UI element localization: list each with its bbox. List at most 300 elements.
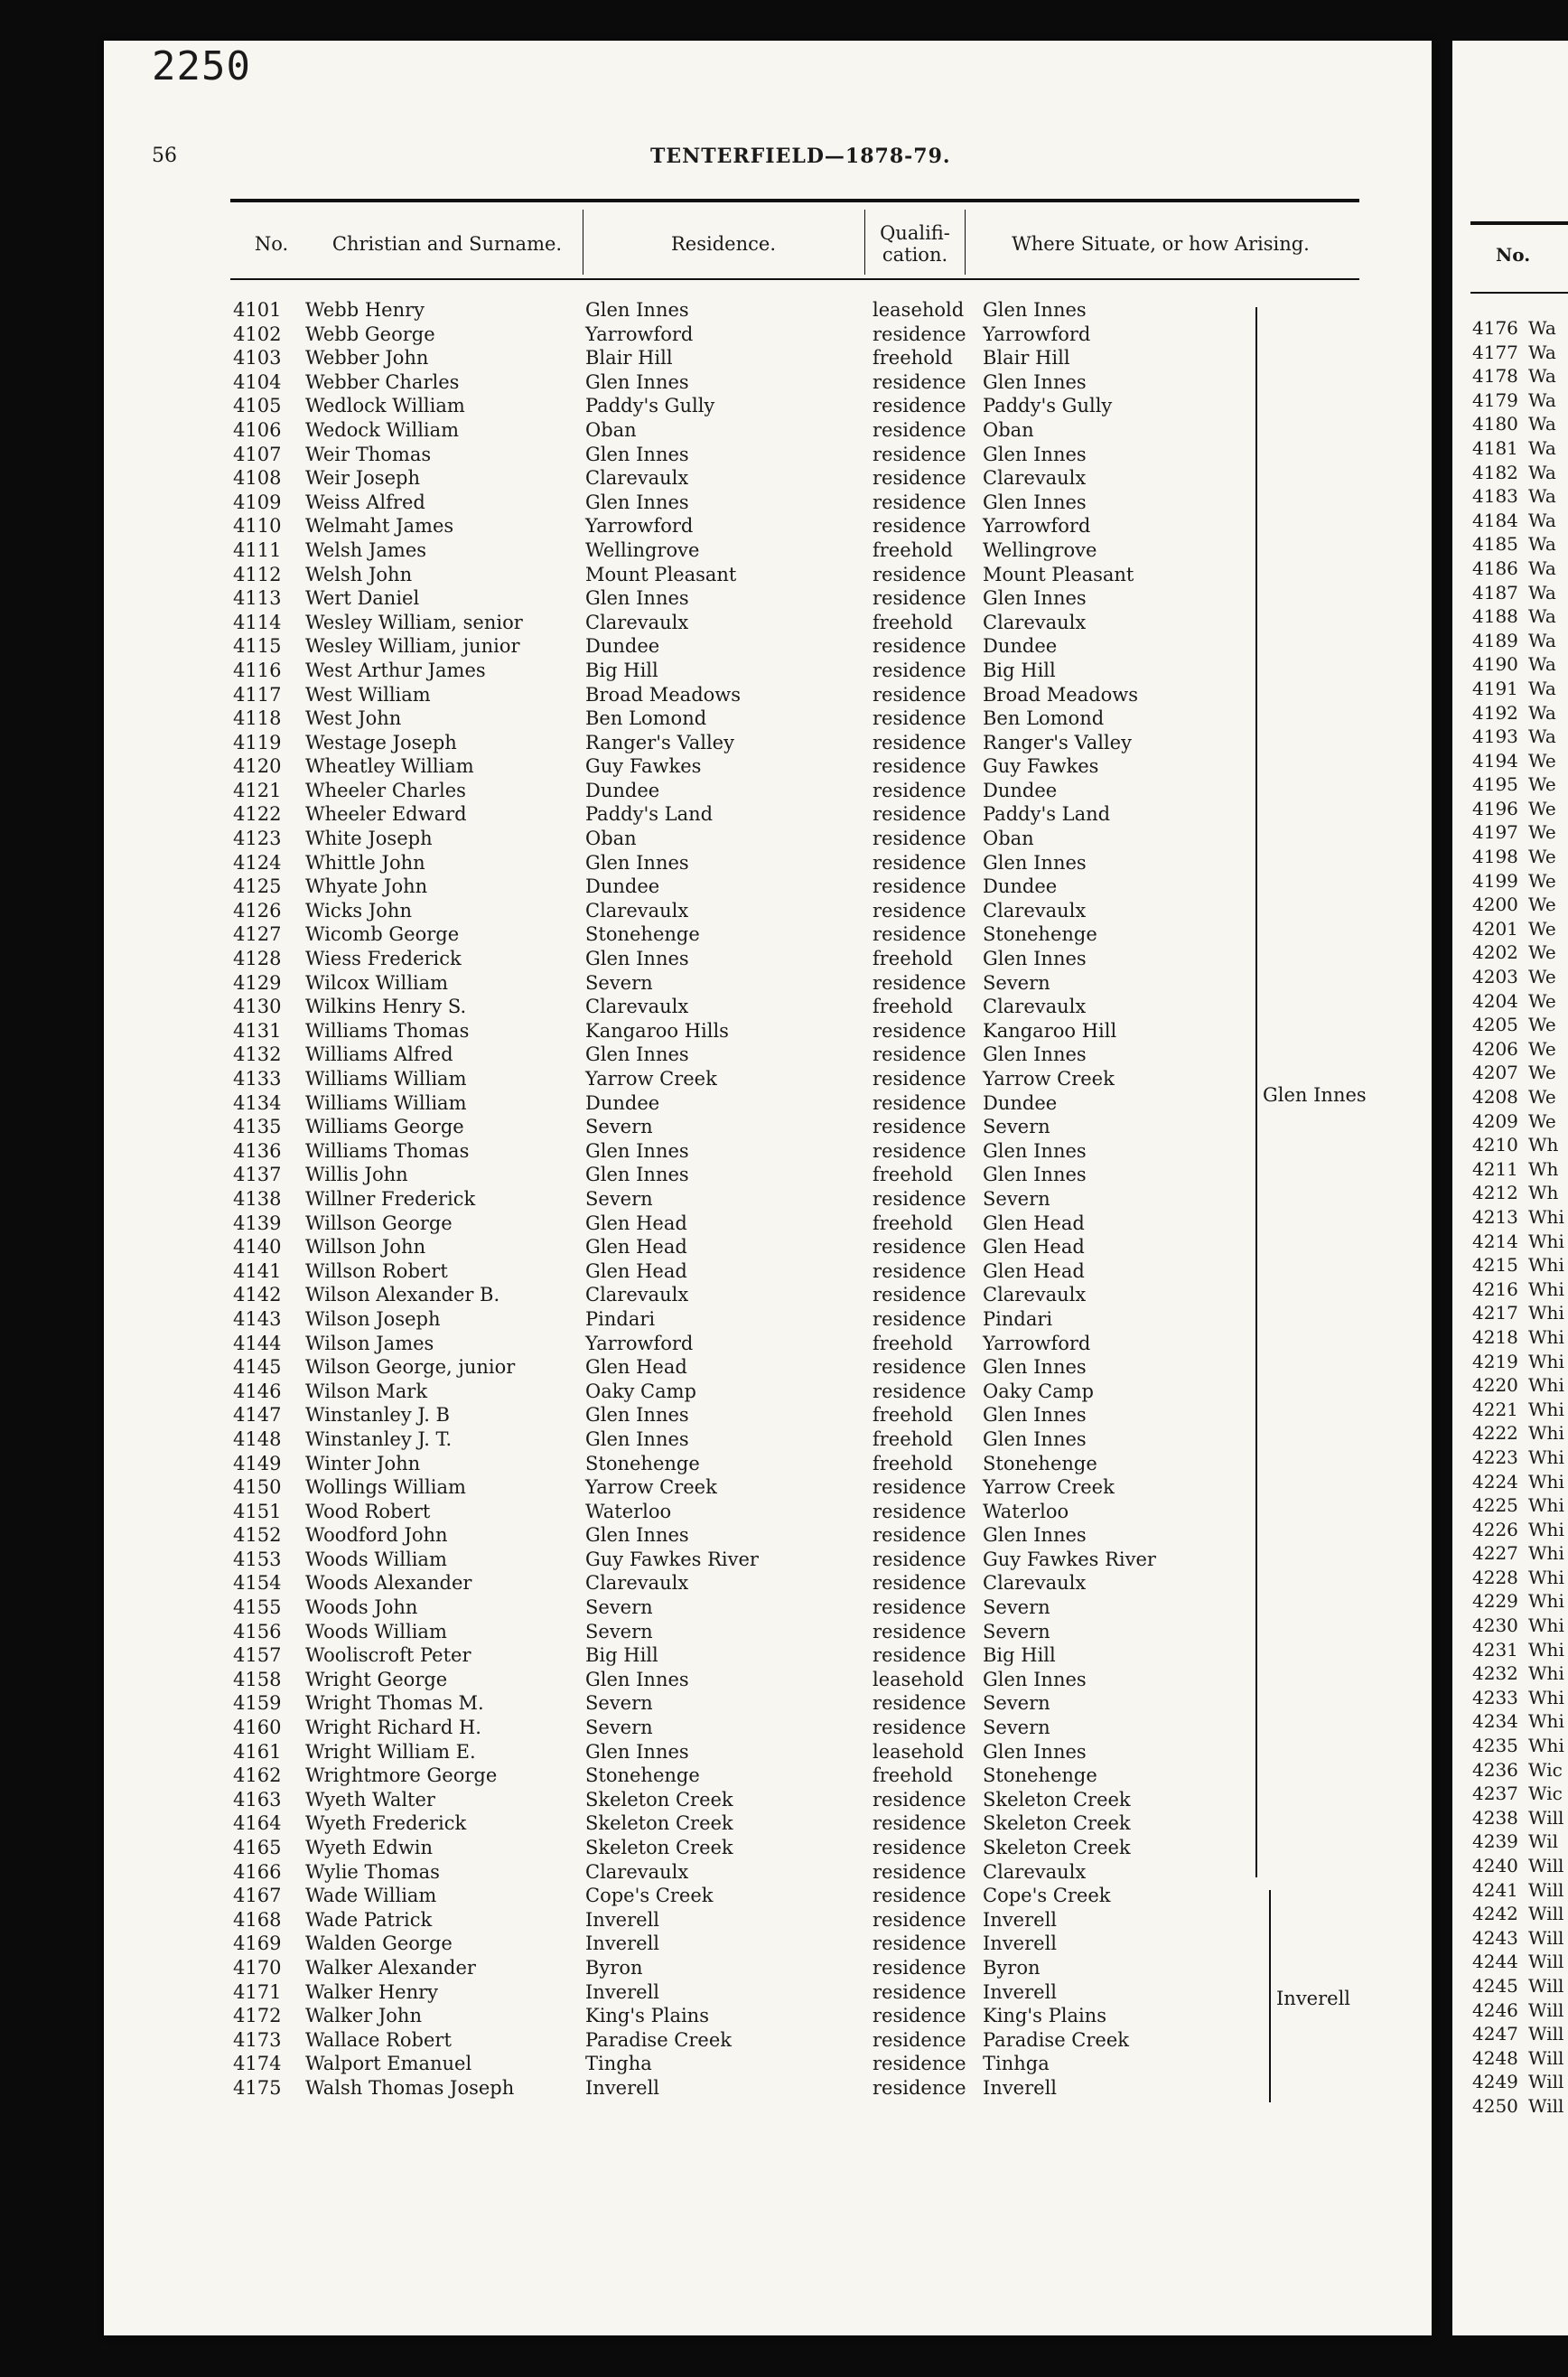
facing-entry-number: 4178: [1472, 365, 1518, 388]
entry-number: 4117: [233, 683, 282, 706]
entry-residence: Glen Innes: [585, 1043, 689, 1066]
entry-number: 4120: [233, 755, 282, 778]
entry-residence: Big Hill: [585, 659, 658, 681]
facing-entry-name: Wh: [1528, 1182, 1559, 1204]
facing-row: [1472, 1806, 1564, 1830]
facing-row: [1472, 1686, 1564, 1710]
entry-number: 4161: [233, 1740, 282, 1763]
entry-number: 4154: [233, 1572, 282, 1595]
entry-where: Stonehenge: [983, 1452, 1097, 1474]
entry-number: 4123: [233, 828, 282, 850]
entry-name: Wedlock William: [305, 395, 465, 417]
entry-number: 4135: [233, 1116, 282, 1138]
facing-entry-number: 4247: [1472, 2023, 1518, 2045]
facing-entry-name: Whi: [1528, 1614, 1564, 1637]
table-row: [233, 731, 1299, 755]
facing-entry-name: We: [1528, 773, 1556, 796]
entry-residence: Glen Innes: [585, 1164, 689, 1186]
entry-name: Welsh James: [305, 538, 427, 561]
entry-number: 4160: [233, 1717, 282, 1739]
table-row: [233, 1283, 1299, 1307]
facing-row: [1472, 412, 1564, 436]
facing-entry-name: We: [1528, 1062, 1556, 1084]
facing-entry-name: Wa: [1528, 365, 1556, 388]
facing-entry-name: Wa: [1528, 485, 1556, 508]
entry-name: Wilson Alexander B.: [305, 1284, 500, 1306]
entry-residence: Glen Innes: [585, 587, 689, 610]
entry-name: Wyeth Frederick: [305, 1812, 467, 1835]
entry-where: Inverell: [983, 1932, 1058, 1955]
entry-name: Weir Thomas: [305, 443, 432, 465]
entry-number: 4170: [233, 1956, 282, 1979]
entry-qualification: freehold: [873, 538, 953, 561]
facing-entry-name: Whi: [1528, 1686, 1564, 1708]
facing-row: [1472, 1157, 1564, 1182]
entry-number: 4125: [233, 875, 282, 898]
entry-qualification: residence: [873, 1091, 966, 1114]
entry-name: Winstanley J. B: [305, 1404, 450, 1427]
facing-entry-name: We: [1528, 797, 1556, 819]
entry-qualification: residence: [873, 515, 966, 538]
entry-where: Glen Head: [983, 1259, 1085, 1282]
facing-row: [1472, 1253, 1564, 1277]
entry-number: 4102: [233, 323, 282, 345]
facing-entry-name: Will: [1528, 1974, 1564, 1997]
entry-residence: Glen Head: [585, 1212, 687, 1234]
entry-name: Willson George: [305, 1212, 453, 1234]
entry-residence: Inverell: [585, 1908, 660, 1931]
entry-residence: Dundee: [585, 875, 660, 898]
facing-entry-number: 4207: [1472, 1062, 1518, 1084]
table-row: [233, 1571, 1299, 1596]
entry-residence: Mount Pleasant: [585, 563, 737, 585]
entry-where: Big Hill: [983, 1644, 1056, 1667]
entry-where: Skeleton Creek: [983, 1812, 1131, 1835]
entry-name: Williams William: [305, 1068, 467, 1090]
entry-number: 4139: [233, 1212, 282, 1234]
table-row: [233, 2076, 1299, 2101]
table-row: [233, 1380, 1299, 1404]
entry-number: 4165: [233, 1837, 282, 1858]
entry-qualification: residence: [873, 1187, 966, 1210]
entry-where: Inverell: [983, 1908, 1058, 1931]
entry-residence: Cope's Creek: [585, 1885, 714, 1907]
entry-name: Wollings William: [305, 1476, 466, 1499]
facing-row: [1472, 364, 1564, 388]
entry-number: 4112: [233, 563, 282, 585]
facing-row: [1472, 1325, 1564, 1350]
entry-qualification: freehold: [873, 1212, 953, 1234]
entry-number: 4149: [233, 1452, 282, 1474]
facing-row: [1472, 1493, 1564, 1518]
entry-where: Yarrow Creek: [983, 1476, 1115, 1499]
entry-where: King's Plains: [983, 2005, 1106, 2027]
facing-entry-name: We: [1528, 941, 1556, 964]
entry-number: 4151: [233, 1500, 282, 1522]
entry-where: Paddy's Land: [983, 803, 1111, 826]
facing-entry-number: 4190: [1472, 653, 1518, 676]
facing-entry-number: 4225: [1472, 1494, 1518, 1517]
entry-where: Guy Fawkes River: [983, 1548, 1156, 1570]
facing-row: [1472, 2022, 1564, 2046]
entry-residence: Dundee: [585, 1091, 660, 1114]
entry-where: Glen Innes: [983, 299, 1087, 321]
entry-residence: Severn: [585, 1692, 653, 1715]
entry-name: Woods William: [305, 1548, 447, 1570]
entry-where: Glen Innes: [983, 1043, 1087, 1066]
entry-qualification: residence: [873, 1068, 966, 1090]
facing-entry-number: 4218: [1472, 1325, 1518, 1348]
facing-entry-number: 4176: [1472, 317, 1518, 339]
facing-entry-name: Will: [1528, 2094, 1564, 2117]
entry-residence: Glen Head: [585, 1259, 687, 1282]
facing-row: [1472, 749, 1564, 773]
facing-entry-number: 4244: [1472, 1951, 1518, 1973]
facing-row: [1472, 1350, 1564, 1374]
entry-where: Glen Innes: [983, 1164, 1087, 1186]
facing-entry-name: Will: [1528, 1926, 1564, 1949]
entry-qualification: residence: [873, 1019, 966, 1042]
facing-entry-name: Wa: [1528, 341, 1556, 363]
entry-number: 4158: [233, 1668, 282, 1690]
entry-residence: Glen Innes: [585, 1740, 689, 1763]
facing-entry-name: Will: [1528, 1878, 1564, 1901]
facing-entry-name: Whi: [1528, 1302, 1564, 1324]
table-row: [233, 1860, 1299, 1885]
entry-name: Walport Emanuel: [305, 2053, 472, 2075]
entry-residence: Paradise Creek: [585, 2028, 732, 2051]
facing-entry-number: 4184: [1472, 509, 1518, 531]
facing-entry-name: We: [1528, 1037, 1556, 1060]
table-row: [233, 1139, 1299, 1164]
facing-entry-number: 4243: [1472, 1926, 1518, 1949]
entry-name: Walker Alexander: [305, 1956, 476, 1979]
entry-number: 4101: [233, 299, 282, 321]
facing-row: [1472, 1470, 1564, 1494]
entry-where: Dundee: [983, 635, 1058, 658]
facing-row: [1472, 1446, 1564, 1470]
facing-entry-name: Wa: [1528, 461, 1556, 483]
entry-name: Wiess Frederick: [305, 948, 462, 970]
entry-qualification: residence: [873, 923, 966, 946]
entry-residence: Severn: [585, 1620, 653, 1642]
facing-row: [1472, 1133, 1564, 1157]
entry-name: Wallace Robert: [305, 2028, 452, 2051]
brace-glen-innes: [1246, 307, 1257, 1877]
entry-name: Wedock William: [305, 418, 460, 441]
facing-row: [1472, 341, 1564, 365]
facing-entry-name: Wa: [1528, 653, 1556, 676]
table-row: [233, 1596, 1299, 1620]
entry-residence: Glen Innes: [585, 1404, 689, 1427]
entry-name: Wyeth Walter: [305, 1788, 435, 1811]
facing-row: [1472, 1902, 1564, 1926]
table-row: [233, 1691, 1299, 1716]
entry-residence: Clarevaulx: [585, 1860, 689, 1883]
facing-entry-name: Will: [1528, 1903, 1564, 1925]
entry-residence: Guy Fawkes: [585, 755, 702, 778]
entry-where: Glen Innes: [983, 1668, 1087, 1690]
table-row: [233, 875, 1299, 899]
entry-name: Wheeler Edward: [305, 803, 467, 826]
facing-entry-number: 4213: [1472, 1205, 1518, 1228]
entry-where: Glen Innes: [983, 1740, 1087, 1763]
entry-name: Walsh Thomas Joseph: [305, 2076, 515, 2099]
entry-where: Yarrowford: [983, 1332, 1091, 1354]
entry-qualification: residence: [873, 1692, 966, 1715]
facing-row: [1472, 581, 1564, 605]
facing-entry-name: Whi: [1528, 1494, 1564, 1517]
facing-entry-number: 4222: [1472, 1422, 1518, 1445]
table-row: [233, 947, 1299, 971]
facing-entry-name: We: [1528, 989, 1556, 1012]
entry-residence: Dundee: [585, 635, 660, 658]
entry-name: Williams Alfred: [305, 1043, 453, 1066]
entry-residence: Big Hill: [585, 1644, 658, 1667]
entry-name: Wicks John: [305, 899, 412, 922]
table-row: [233, 298, 1299, 323]
table-row: [233, 1548, 1299, 1572]
facing-entry-number: 4249: [1472, 2071, 1518, 2093]
facing-row: [1472, 820, 1564, 845]
entry-residence: Glen Innes: [585, 851, 689, 874]
facing-row: [1472, 1061, 1564, 1085]
entry-qualification: residence: [873, 418, 966, 441]
table-row: [233, 754, 1299, 779]
facing-row: [1472, 1638, 1564, 1662]
entry-residence: Glen Innes: [585, 491, 689, 513]
entry-residence: Severn: [585, 971, 653, 994]
facing-entry-name: Whi: [1528, 1374, 1564, 1397]
entry-number: 4132: [233, 1043, 282, 1066]
facing-entry-number: 4201: [1472, 917, 1518, 940]
facing-entry-name: Wil: [1528, 1830, 1558, 1853]
table-row: [233, 1187, 1299, 1212]
entry-residence: Skeleton Creek: [585, 1837, 733, 1858]
facing-row: [1472, 1782, 1564, 1806]
entry-name: Wilson George, junior: [305, 1356, 516, 1379]
header-name: Christian and Surname.: [331, 232, 563, 255]
entry-number: 4141: [233, 1259, 282, 1282]
entry-number: 4138: [233, 1187, 282, 1210]
facing-entry-number: 4233: [1472, 1686, 1518, 1708]
facing-entry-number: 4182: [1472, 461, 1518, 483]
table-row: [233, 707, 1299, 731]
table-row: [233, 1716, 1299, 1740]
facing-row: [1472, 532, 1564, 557]
entry-qualification: residence: [873, 1644, 966, 1667]
entry-number: 4163: [233, 1788, 282, 1811]
entry-name: Woods Alexander: [305, 1572, 472, 1595]
entry-qualification: leasehold: [873, 1668, 965, 1690]
entry-number: 4129: [233, 971, 282, 994]
entry-where: Mount Pleasant: [983, 563, 1134, 585]
entry-name: Wicomb George: [305, 923, 460, 946]
table-row: [233, 1500, 1299, 1524]
entry-qualification: freehold: [873, 347, 953, 370]
facing-entry-number: 4219: [1472, 1350, 1518, 1372]
entry-qualification: residence: [873, 1908, 966, 1931]
entry-where: Glen Innes: [983, 948, 1087, 970]
entry-where: Byron: [983, 1956, 1041, 1979]
facing-entry-number: 4242: [1472, 1903, 1518, 1925]
entry-number: 4137: [233, 1164, 282, 1186]
entry-number: 4111: [233, 538, 282, 561]
entry-name: Wylie Thomas: [305, 1860, 440, 1883]
facing-entry-number: 4211: [1472, 1157, 1518, 1180]
table-row: [233, 611, 1299, 635]
facing-row: [1472, 1398, 1564, 1422]
facing-entry-number: 4183: [1472, 485, 1518, 508]
facing-entry-name: We: [1528, 1109, 1556, 1132]
facing-row: [1472, 1998, 1564, 2023]
table-row: [233, 346, 1299, 370]
entry-number: 4144: [233, 1332, 282, 1354]
entry-name: Willis John: [305, 1164, 408, 1186]
entry-residence: Yarrow Creek: [585, 1068, 717, 1090]
facing-entry-name: We: [1528, 894, 1556, 916]
entry-number: 4121: [233, 779, 282, 801]
entry-name: Wade William: [305, 1885, 437, 1907]
facing-entry-number: 4224: [1472, 1470, 1518, 1493]
column-separator: [965, 210, 966, 275]
entry-name: Wrightmore George: [305, 1764, 498, 1787]
facing-row: [1472, 1974, 1564, 1998]
facing-entry-name: Will: [1528, 2023, 1564, 2045]
entry-name: Webber John: [305, 347, 429, 370]
facing-entry-name: Whi: [1528, 1254, 1564, 1277]
entry-number: 4164: [233, 1812, 282, 1835]
facing-entry-name: Whi: [1528, 1590, 1564, 1613]
facing-row: [1472, 1037, 1564, 1062]
entry-name: Wright William E.: [305, 1740, 476, 1763]
entry-where: Glen Innes: [983, 587, 1087, 610]
entry-number: 4124: [233, 851, 282, 874]
table-row: [233, 1307, 1299, 1332]
entry-name: Wilkins Henry S.: [305, 996, 467, 1018]
entry-number: 4133: [233, 1068, 282, 1090]
facing-page: [1452, 41, 1568, 2335]
entry-where: Glen Head: [983, 1236, 1085, 1259]
facing-entry-number: 4239: [1472, 1830, 1518, 1853]
facing-entry-name: Will: [1528, 1998, 1564, 2021]
entry-number: 4175: [233, 2076, 282, 2099]
facing-row: [1472, 436, 1564, 461]
facing-entry-name: Wa: [1528, 725, 1556, 748]
entry-number: 4171: [233, 1980, 282, 2003]
table-row: [233, 1355, 1299, 1380]
facing-entry-number: 4181: [1472, 436, 1518, 459]
entry-residence: Clarevaulx: [585, 1572, 689, 1595]
entry-qualification: residence: [873, 1356, 966, 1379]
facing-entry-name: Whi: [1528, 1398, 1564, 1420]
entry-qualification: residence: [873, 443, 966, 465]
entry-where: Clarevaulx: [983, 1860, 1087, 1883]
entry-name: Wheeler Charles: [305, 779, 466, 801]
entry-number: 4134: [233, 1091, 282, 1114]
facing-entry-number: 4198: [1472, 846, 1518, 868]
entry-where: Big Hill: [983, 659, 1056, 681]
facing-entry-name: Whi: [1528, 1470, 1564, 1493]
facing-entry-number: 4186: [1472, 557, 1518, 579]
facing-row: [1472, 1830, 1564, 1854]
entry-where: Inverell: [983, 2076, 1058, 2099]
facing-entry-number: 4250: [1472, 2094, 1518, 2117]
entry-name: Winstanley J. T.: [305, 1427, 453, 1450]
facing-entry-name: Whi: [1528, 1518, 1564, 1540]
facing-entry-number: 4221: [1472, 1398, 1518, 1420]
entry-name: Walker John: [305, 2005, 422, 2027]
entry-name: Weir Joseph: [305, 467, 420, 490]
entry-name: Woodford John: [305, 1524, 448, 1547]
facing-entry-number: 4209: [1472, 1109, 1518, 1132]
header-no: No.: [254, 232, 289, 255]
entry-residence: Broad Meadows: [585, 683, 742, 706]
entry-where: Yarrowford: [983, 515, 1091, 538]
table-row: [233, 1427, 1299, 1452]
entry-name: West Arthur James: [305, 659, 486, 681]
group-label-glen-innes: Glen Innes: [1263, 1084, 1367, 1106]
table-row: [233, 1067, 1299, 1091]
facing-entry-name: Wa: [1528, 581, 1556, 604]
facing-row: [1472, 629, 1564, 653]
entry-name: Woods John: [305, 1596, 418, 1619]
facing-entry-name: Whi: [1528, 1662, 1564, 1685]
entry-name: West William: [305, 683, 431, 706]
table-row: [233, 971, 1299, 996]
entry-where: Clarevaulx: [983, 899, 1087, 922]
entry-qualification: residence: [873, 1956, 966, 1979]
entry-name: Walden George: [305, 1932, 453, 1955]
entry-residence: Dundee: [585, 779, 660, 801]
entry-qualification: residence: [873, 1837, 966, 1858]
entry-qualification: freehold: [873, 1164, 953, 1186]
table-row: [233, 1212, 1299, 1236]
table-row: [233, 1403, 1299, 1427]
entry-number: 4150: [233, 1476, 282, 1499]
facing-row: [1472, 2070, 1564, 2094]
entry-name: Willson John: [305, 1236, 426, 1259]
facing-entry-number: 4231: [1472, 1638, 1518, 1661]
facing-entry-number: 4227: [1472, 1542, 1518, 1565]
entry-name: Wilson James: [305, 1332, 434, 1354]
entry-qualification: residence: [873, 1476, 966, 1499]
entry-residence: Byron: [585, 1956, 643, 1979]
table-row: [233, 1523, 1299, 1548]
entry-where: Clarevaulx: [983, 1572, 1087, 1595]
facing-row: [1472, 845, 1564, 869]
table-row: [233, 1884, 1299, 1908]
entry-residence: Clarevaulx: [585, 899, 689, 922]
facing-row: [1472, 1734, 1564, 1758]
entry-qualification: residence: [873, 779, 966, 801]
facing-entry-number: 4246: [1472, 1998, 1518, 2021]
entry-name: Webb Henry: [305, 299, 425, 321]
entry-residence: Kangaroo Hills: [585, 1019, 729, 1042]
entry-qualification: residence: [873, 803, 966, 826]
facing-entry-name: We: [1528, 1086, 1556, 1108]
entry-qualification: residence: [873, 1788, 966, 1811]
entry-where: Dundee: [983, 779, 1058, 801]
entry-where: Severn: [983, 1717, 1050, 1739]
entry-name: Williams Thomas: [305, 1139, 470, 1162]
entry-residence: Stonehenge: [585, 1452, 700, 1474]
facing-entry-number: 4205: [1472, 1014, 1518, 1036]
entry-where: Waterloo: [983, 1500, 1069, 1522]
facing-entry-number: 4245: [1472, 1974, 1518, 1997]
entry-residence: Ben Lomond: [585, 707, 707, 730]
entry-name: White Joseph: [305, 828, 433, 850]
